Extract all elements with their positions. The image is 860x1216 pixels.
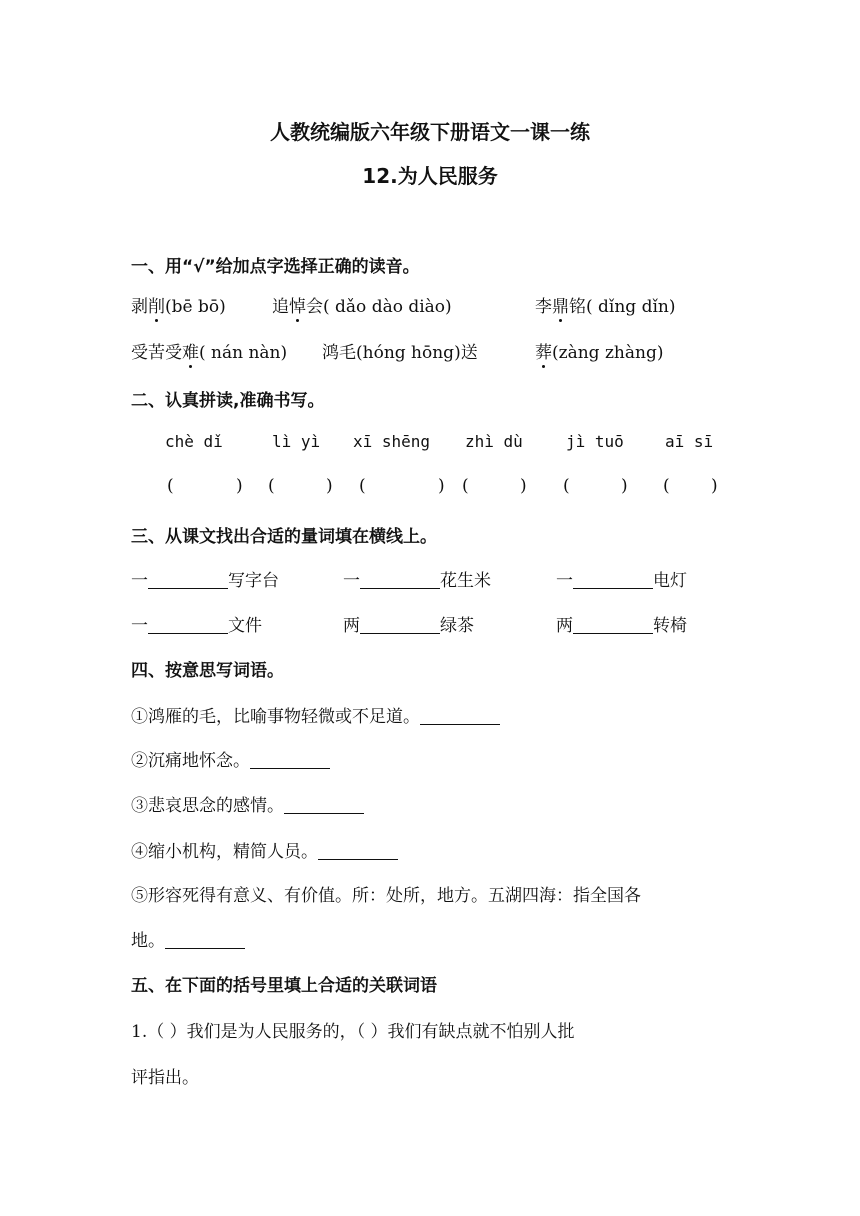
definition-item-3: ③悲哀思念的感情。 <box>131 791 364 816</box>
answer-blank[interactable] <box>360 616 440 634</box>
answer-bracket-open: ( <box>359 476 366 496</box>
answer-bracket-close: ) <box>438 476 445 496</box>
q1-item-1: 剥削(bē bō) <box>131 292 226 317</box>
measure-word-item: 两 转椅 <box>556 616 687 636</box>
answer-bracket-open: ( <box>167 476 174 496</box>
answer-bracket-open: ( <box>462 476 469 496</box>
answer-blank[interactable] <box>284 796 364 814</box>
section-5-heading: 五、在下面的括号里填上合适的关联词语 <box>131 976 437 996</box>
answer-blank[interactable] <box>360 571 440 589</box>
measure-word-item: 一 花生米 <box>343 571 491 591</box>
section-1-heading: 一、用“√”给加点字选择正确的读音。 <box>131 257 420 277</box>
page-title: 人教统编版六年级下册语文一课一练 <box>270 120 590 144</box>
answer-bracket-close: ) <box>326 476 333 496</box>
dotted-char: 鼎 <box>552 292 569 317</box>
measure-word-item: 一 写字台 <box>131 571 279 591</box>
lesson-title: 12.为人民服务 <box>362 164 498 188</box>
definition-item-2: ②沉痛地怀念。 <box>131 746 330 771</box>
definition-item-5: ⑤形容死得有意义、有价值。所：处所，地方。五湖四海：指全国各 <box>131 886 641 906</box>
answer-bracket-close: ) <box>711 476 718 496</box>
section-3-heading: 三、从课文找出合适的量词填在横线上。 <box>131 527 437 547</box>
pinyin-4: zhì dù <box>465 432 523 451</box>
answer-blank[interactable] <box>420 707 500 725</box>
answer-blank[interactable] <box>148 616 228 634</box>
q1-item-4: 受苦受难( nán nàn) <box>131 338 287 363</box>
definition-item-1: ①鸿雁的毛，比喻事物轻微或不足道。 <box>131 702 500 727</box>
pinyin-3: xī shēng <box>353 432 431 451</box>
answer-bracket-open: ( <box>563 476 570 496</box>
dotted-char: 悼 <box>289 292 306 317</box>
answer-blank[interactable] <box>573 571 653 589</box>
answer-bracket-open: ( <box>268 476 275 496</box>
answer-blank[interactable] <box>250 751 330 769</box>
answer-blank[interactable] <box>148 571 228 589</box>
conjunction-item-1: 1.（ ）我们是为人民服务的，（ ）我们有缺点就不怕别人批 <box>131 1022 575 1042</box>
measure-word-item: 一 电灯 <box>556 571 687 591</box>
answer-bracket-close: ) <box>520 476 527 496</box>
pinyin-2: lì yì <box>272 432 321 451</box>
answer-bracket-open: ( <box>663 476 670 496</box>
dotted-char: 难 <box>182 338 199 363</box>
dotted-char: 葬 <box>535 338 552 363</box>
q1-item-6: 葬(zàng zhàng) <box>535 338 663 363</box>
answer-bracket-close: ) <box>621 476 628 496</box>
answer-blank[interactable] <box>165 931 245 949</box>
measure-word-item: 两 绿茶 <box>343 616 474 636</box>
q1-item-2: 追悼会( dǎo dào diào) <box>272 292 452 317</box>
answer-blank[interactable] <box>318 842 398 860</box>
pinyin-1: chè dǐ <box>165 432 223 451</box>
section-4-heading: 四、按意思写词语。 <box>131 661 284 681</box>
dotted-char: 削 <box>148 292 165 317</box>
q1-item-5: 鸿毛(hóng hōng)送 <box>322 343 478 363</box>
definition-item-5-cont: 地。 <box>131 926 245 951</box>
answer-blank[interactable] <box>573 616 653 634</box>
measure-word-item: 一 文件 <box>131 616 262 636</box>
answer-bracket-close: ) <box>236 476 243 496</box>
conjunction-item-1-cont: 评指出。 <box>131 1068 199 1088</box>
definition-item-4: ④缩小机构，精简人员。 <box>131 837 398 862</box>
q1-item-3: 李鼎铭( dǐng dǐn) <box>535 292 676 317</box>
pinyin-5: jì tuō <box>566 432 624 451</box>
section-2-heading: 二、认真拼读,准确书写。 <box>131 391 325 411</box>
pinyin-6: aī sī <box>665 432 714 451</box>
